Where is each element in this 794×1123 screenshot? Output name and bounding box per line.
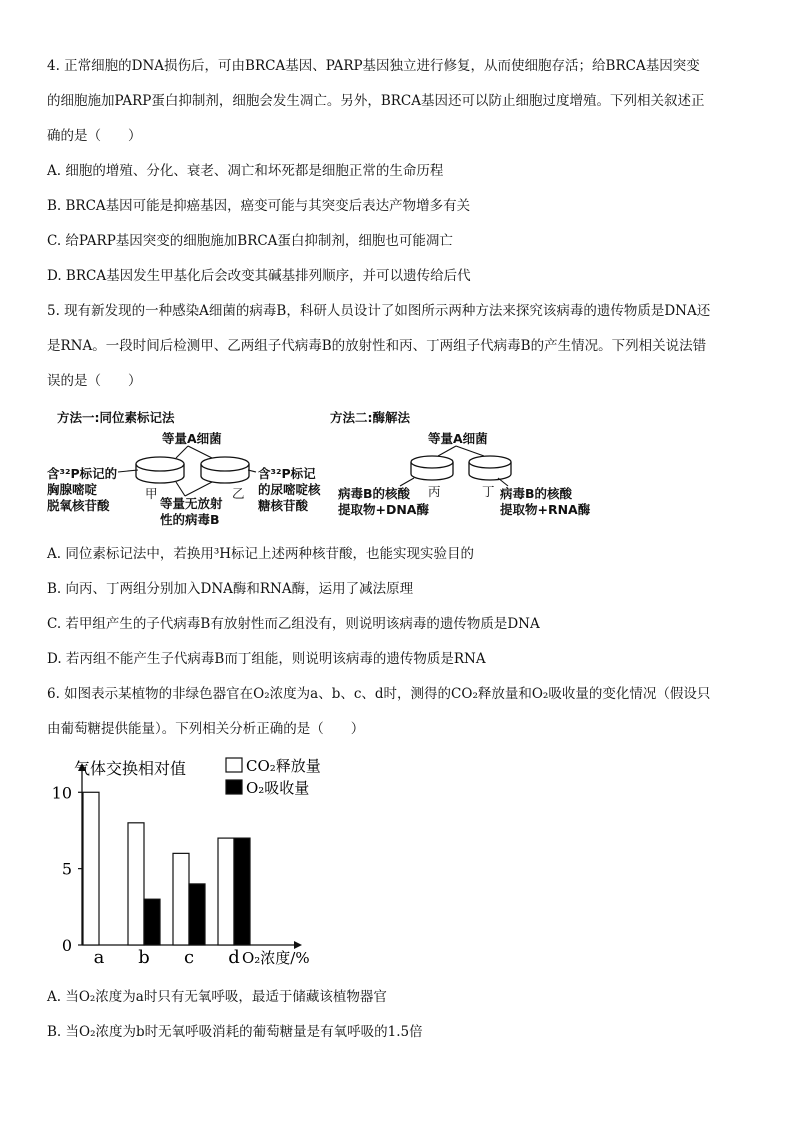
petri-dish-bing [411, 456, 453, 480]
method1-title: 方法一:同位素标记法 [57, 410, 175, 425]
method2-title: 方法二:酶解法 [330, 410, 410, 425]
x-tick-label: a [93, 947, 105, 968]
x-axis-arrow [294, 941, 302, 949]
dish-label-bing: 丙 [428, 484, 441, 499]
legend-label-0: CO₂释放量 [246, 757, 321, 775]
x-tick-label: d [228, 947, 240, 968]
bar-d-series-1 [234, 838, 250, 945]
dish-label-yi: 乙 [232, 486, 245, 501]
bar-c-series-1 [189, 884, 205, 945]
q6-option-b: B. 当O₂浓度为b时无氧呼吸消耗的葡萄糖量是有氧呼吸的1.5倍 [47, 1024, 423, 1040]
left-label-line-1: 含³²P标记的 [47, 466, 118, 481]
petri-dish-jia [136, 457, 184, 483]
q5-line-1: 5. 现有新发现的一种感染A细菌的病毒B，科研人员设计了如图所示两种方法来探究该病毒的遗传物质是DNA还 [47, 303, 711, 319]
right-label-line-2: 的尿嘧啶核 [258, 482, 321, 497]
x-tick-label: b [138, 947, 150, 968]
q5-option-b: B. 向丙、丁两组分别加入DNA酶和RNA酶，运用了减法原理 [47, 581, 414, 597]
q6-line-1: 6. 如图表示某植物的非绿色器官在O₂浓度为a、b、c、d时，测得的CO₂释放量和O₂吸收量的变化情况（假设只 [47, 686, 711, 702]
virus-label-line-2: 性的病毒B [160, 512, 220, 527]
right-label-line-1: 含³²P标记 [258, 466, 316, 481]
legend-swatch-1 [226, 780, 242, 794]
petri-dish-ding [469, 456, 511, 480]
y-tick-label: 0 [61, 936, 72, 955]
q4-option-c: C. 给PARP基因突变的细胞施加BRCA蛋白抑制剂，细胞也可能凋亡 [47, 233, 453, 249]
bar-c-series-0 [173, 853, 189, 945]
bar-a-series-0 [83, 792, 99, 945]
petri-dishes-drawing [0, 440, 794, 560]
bing-label-line-1: 病毒B的核酸 [338, 486, 411, 501]
chart-y-axis-label: 气体交换相对值 [74, 759, 187, 778]
bing-label-line-2: 提取物+DNA酶 [338, 502, 429, 517]
y-tick-label: 5 [61, 859, 72, 879]
legend-swatch-0 [226, 758, 242, 772]
bar-b-series-1 [144, 899, 160, 945]
bacteria-label-1: 等量A细菌 [162, 431, 222, 446]
virus-label-line-1: 等量无放射 [160, 496, 223, 511]
q4-option-b: B. BRCA基因可能是抑癌基因，癌变可能与其突变后表达产物增多有关 [47, 198, 471, 214]
left-label-line-3: 脱氧核苷酸 [47, 498, 110, 513]
left-label-line-2: 胸腺嘧啶 [47, 482, 98, 497]
petri-dish-yi [201, 457, 249, 483]
q6-line-2: 由葡萄糖提供能量）。下列相关分析正确的是（ ） [47, 721, 365, 737]
q5-option-a: A. 同位素标记法中，若换用³H标记上述两种核苷酸，也能实现实验目的 [47, 546, 475, 562]
ding-label-line-1: 病毒B的核酸 [500, 486, 573, 501]
q6-option-a: A. 当O₂浓度为a时只有无氧呼吸，最适于储藏该植物器官 [47, 989, 387, 1005]
q4-line-1: 4. 正常细胞的DNA损伤后，可由BRCA基因、PARP基因独立进行修复，从而使细胞存活；给BRCA基因突变 [47, 58, 700, 74]
chart-legend [226, 757, 321, 797]
bar-b-series-0 [128, 823, 144, 945]
bacteria-label-2: 等量A细菌 [428, 431, 488, 446]
chart-x-axis-label: O₂浓度/% [242, 949, 310, 967]
q4-line-3: 确的是（ ） [47, 128, 142, 144]
q5-line-3: 误的是（ ） [47, 373, 142, 389]
legend-label-1: O₂吸收量 [246, 779, 310, 797]
q5-line-2: 是RNA。一段时间后检测甲、乙两组子代病毒B的放射性和丙、丁两组子代病毒B的产生情况。下列相关说法错 [47, 338, 707, 354]
dish-label-jia: 甲 [145, 486, 158, 501]
q4-line-2: 的细胞施加PARP蛋白抑制剂，细胞会发生凋亡。另外，BRCA基因还可以防止细胞过度增殖。下列相关叙述正 [47, 93, 705, 109]
y-tick-label: 10 [51, 783, 72, 803]
gas-exchange-chart [44, 752, 374, 977]
q4-option-d: D. BRCA基因发生甲基化后会改变其碱基排列顺序，并可以遗传给后代 [47, 268, 471, 284]
q5-option-d: D. 若丙组不能产生子代病毒B而丁组能，则说明该病毒的遗传物质是RNA [47, 651, 486, 667]
bar-d-series-0 [218, 838, 234, 945]
q4-option-a: A. 细胞的增殖、分化、衰老、凋亡和坏死都是细胞正常的生命历程 [47, 163, 444, 179]
x-tick-label: c [183, 947, 195, 968]
q5-option-c: C. 若甲组产生的子代病毒B有放射性而乙组没有，则说明该病毒的遗传物质是DNA [47, 616, 540, 632]
right-label-line-3: 糖核苷酸 [258, 498, 309, 513]
chart-bars [83, 792, 250, 968]
dish-label-ding: 丁 [482, 484, 495, 499]
ding-label-line-2: 提取物+RNA酶 [500, 502, 591, 517]
